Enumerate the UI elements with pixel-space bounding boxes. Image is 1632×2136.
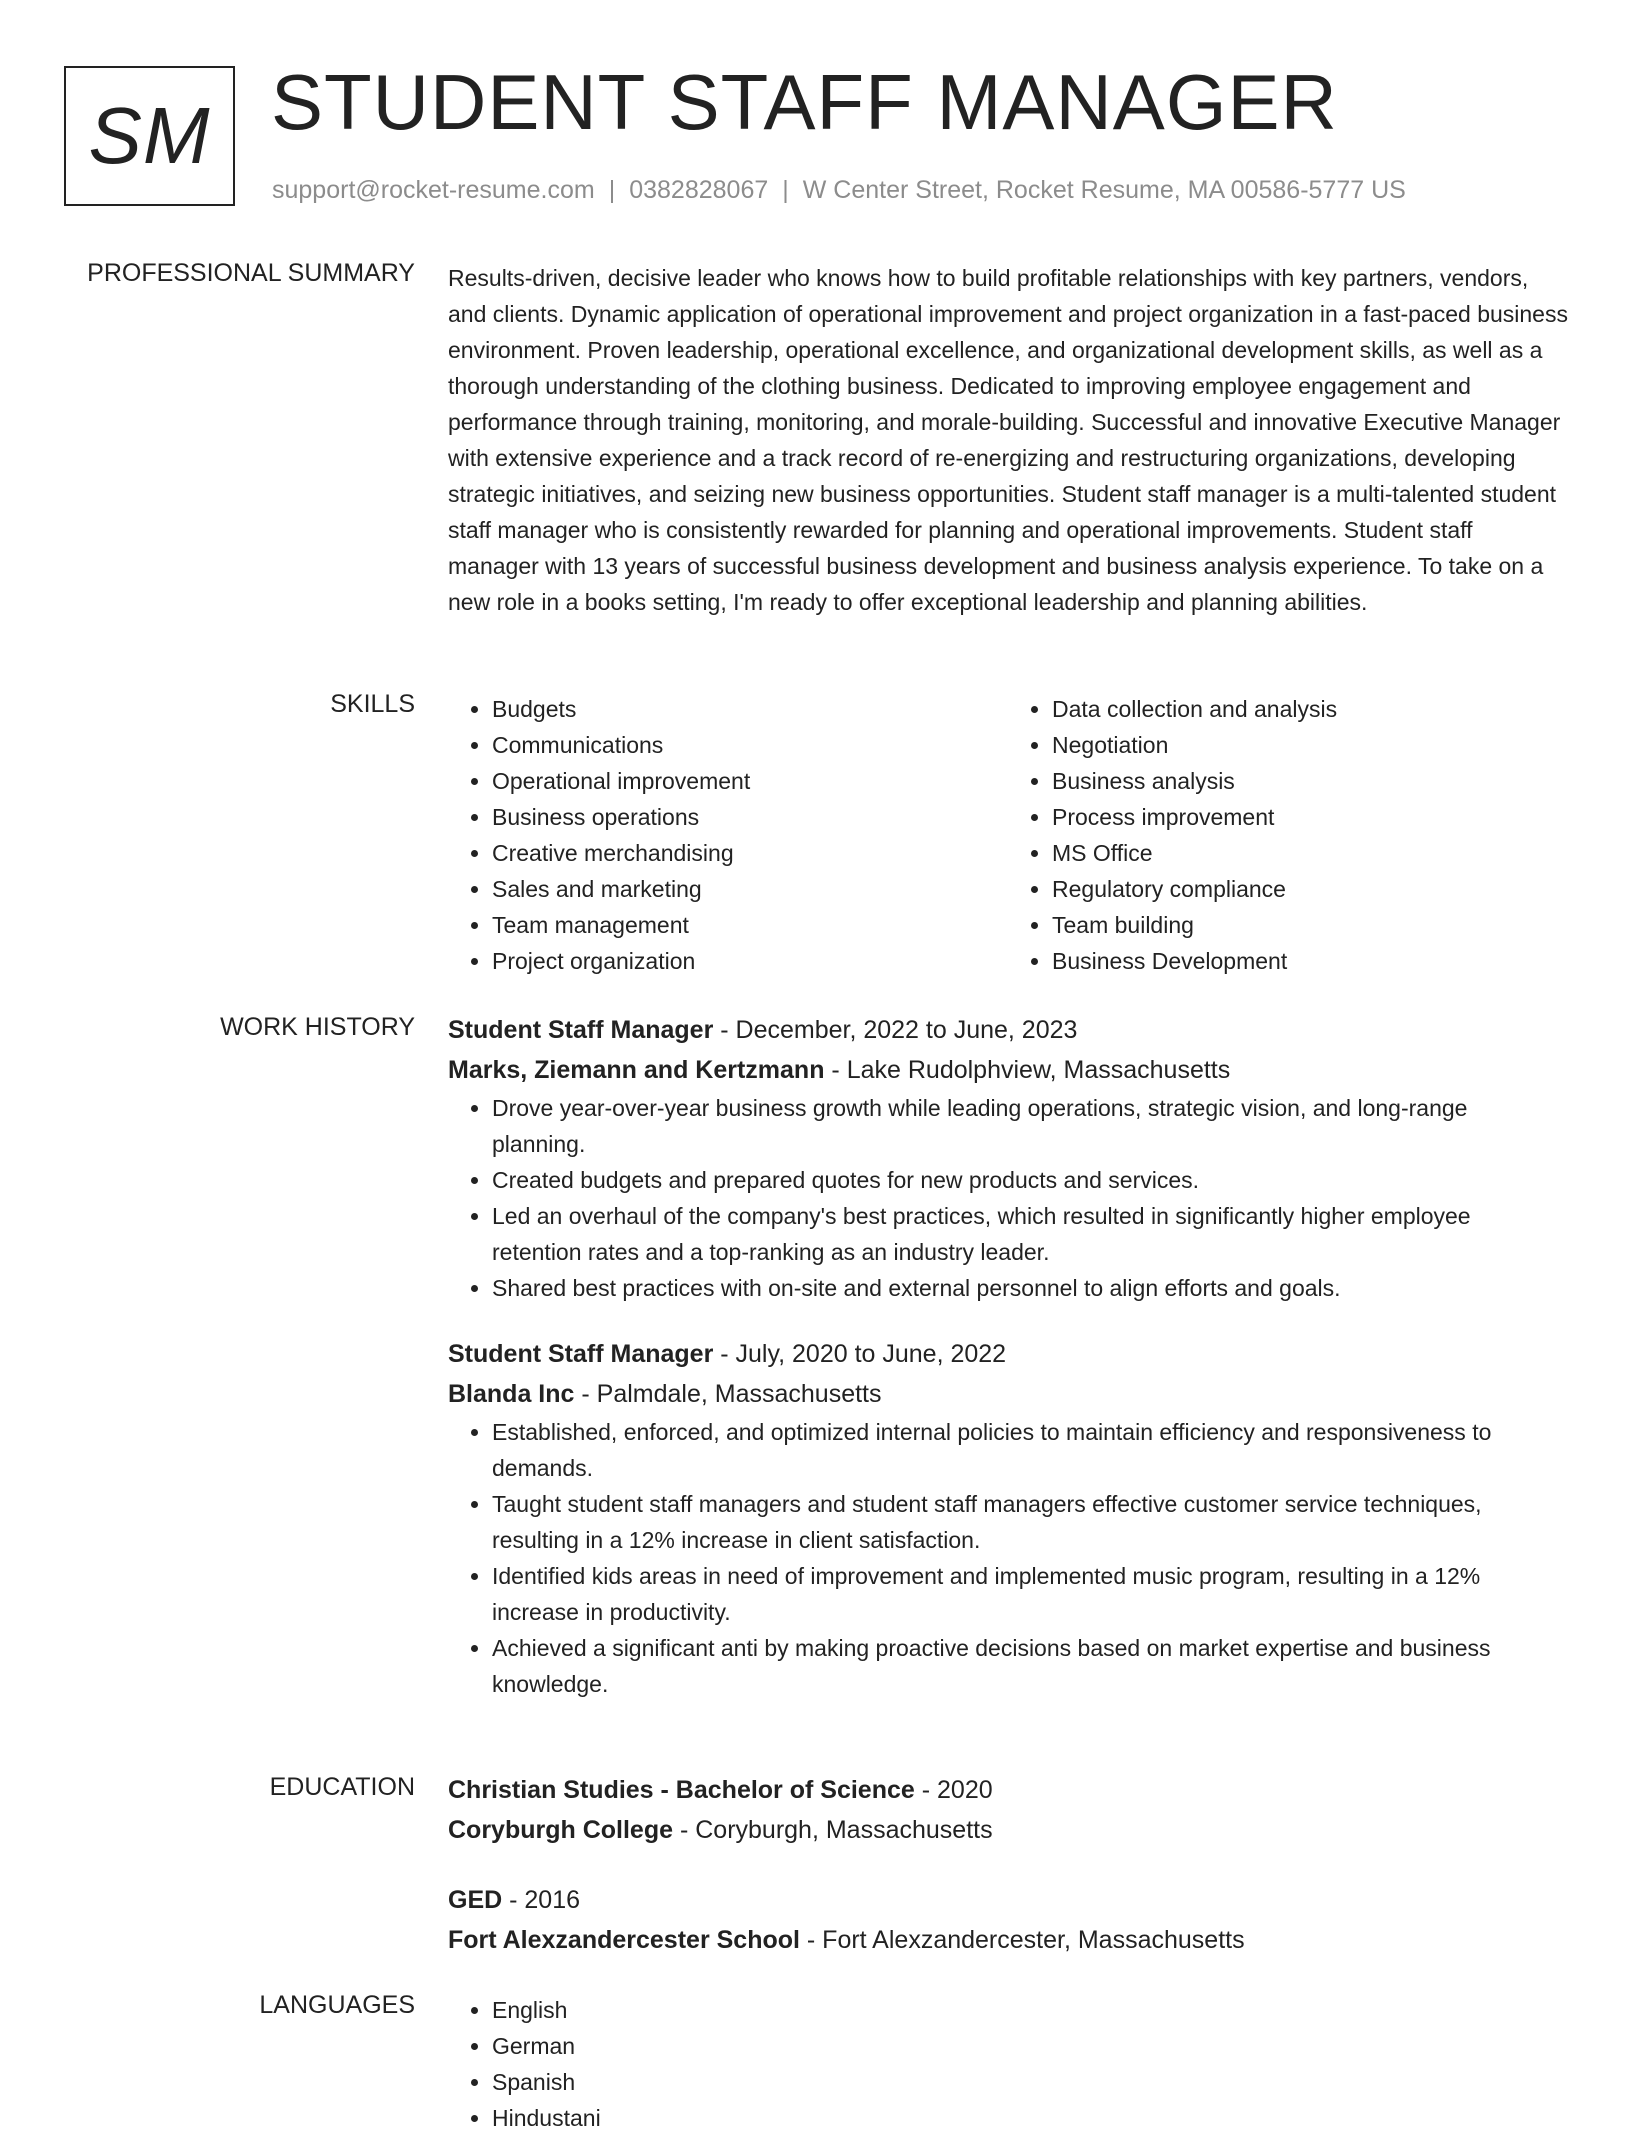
- education-year: - 2016: [502, 1886, 581, 1914]
- education-degree-line: [448, 1880, 1568, 1920]
- monogram: SM: [64, 66, 235, 206]
- education-entry: [448, 1770, 1568, 1850]
- education-school: Fort Alexzandercester School: [448, 1926, 800, 1954]
- education-school: Coryburgh College: [448, 1816, 674, 1844]
- education-year: - 2020: [914, 1776, 993, 1804]
- job-title-line: [448, 1334, 1568, 1374]
- job-bullet: • Created budgets and prepared quotes for new products and services.: [492, 1162, 1568, 1198]
- summary-text: Results-driven, decisive leader who knows how to build profitable relationships with key partners, vendors, and clients. Dynamic application of operational improvement and project organization in a fast-paced business environment. Proven leadership, operational excellence, and organizational development skills, as well as a thorough understanding of the clothing business. Dedicated to improving employee engagement and performance through training, monitoring, and morale-building. Successful and innovative Executive Manager with extensive experience and a track record of re-energizing and restructuring organizations, developing strategic initiatives, and seizing new business opportunities. Student staff manager is a multi-talented student staff manager who is consistently rewarded for planning and operational improvements. Student staff manager with 13 years of successful business development and business analysis experience. To take on a new role in a books setting, I'm ready to offer exceptional leadership and planning abilities.: [448, 265, 1568, 615]
- job-entry: [448, 1010, 1568, 1306]
- education-school-line: [448, 1810, 1568, 1850]
- contact-separator: |: [782, 176, 789, 204]
- work-history-body: [448, 1010, 1568, 1702]
- skills-body: [448, 691, 1568, 979]
- skill-item: • Creative merchandising: [492, 835, 1008, 871]
- job-bullets: [448, 1414, 1568, 1702]
- education-degree: GED: [448, 1886, 503, 1914]
- job-company-line: [448, 1050, 1568, 1090]
- job-bullet: • Identified kids areas in need of improvement and implemented music program, resulting in a 12% increase in productivity.: [492, 1558, 1568, 1630]
- contact-phone[interactable]: 0382828067: [629, 176, 769, 204]
- language-item: • Hindustani: [492, 2100, 1568, 2136]
- contact-address: W Center Street, Rocket Resume, MA 00586-5777 US: [802, 176, 1406, 204]
- skill-item: • Sales and marketing: [492, 871, 1008, 907]
- skill-item: • Project organization: [492, 943, 1008, 979]
- skill-item: • Regulatory compliance: [1052, 871, 1568, 907]
- summary-body: [448, 260, 1568, 620]
- education-location: - Fort Alexzandercester, Massachusetts: [799, 1926, 1245, 1954]
- skill-item: • Communications: [492, 727, 1008, 763]
- education-degree: Christian Studies - Bachelor of Science: [448, 1776, 915, 1804]
- contact-line: [272, 176, 1406, 205]
- job-bullet: • Achieved a significant anti by making proactive decisions based on market expertise and business knowledge.: [492, 1630, 1568, 1702]
- skill-item: • Operational improvement: [492, 763, 1008, 799]
- job-dates: - July, 2020 to June, 2022: [713, 1340, 1007, 1368]
- job-bullet: • Established, enforced, and optimized internal policies to maintain efficiency and responsiveness to demands.: [492, 1414, 1568, 1486]
- skill-item: • Team building: [1052, 907, 1568, 943]
- skill-item: • Process improvement: [1052, 799, 1568, 835]
- skills-list-right: [1008, 691, 1568, 979]
- job-title: Student Staff Manager: [448, 1016, 714, 1044]
- contact-separator: |: [608, 176, 616, 204]
- skill-item: • Business Development: [1052, 943, 1568, 979]
- skill-item: • Negotiation: [1052, 727, 1568, 763]
- education-body: [448, 1770, 1568, 1960]
- education-entry: [448, 1880, 1568, 1960]
- skill-item: • Business analysis: [1052, 763, 1568, 799]
- language-item: • English: [492, 1992, 1568, 2028]
- section-label-summary: PROFESSIONAL SUMMARY: [87, 259, 415, 287]
- education-location: - Coryburgh, Massachusetts: [673, 1816, 993, 1844]
- section-label-education: EDUCATION: [269, 1773, 415, 1801]
- contact-email[interactable]: support@rocket-resume.com: [272, 176, 595, 204]
- job-company: Blanda Inc: [448, 1380, 575, 1408]
- job-title-line: [448, 1010, 1568, 1050]
- education-degree-line: [448, 1770, 1568, 1810]
- languages-body: [448, 1992, 1568, 2136]
- section-label-languages: LANGUAGES: [259, 1991, 415, 2019]
- job-company: Marks, Ziemann and Kertzmann: [448, 1056, 825, 1084]
- job-bullet: • Taught student staff managers and student staff managers effective customer service techniques, resulting in a 12% increase in client satisfaction.: [492, 1486, 1568, 1558]
- skill-item: • Business operations: [492, 799, 1008, 835]
- job-title: Student Staff Manager: [448, 1340, 714, 1368]
- job-entry: [448, 1334, 1568, 1702]
- skills-list-left: [448, 691, 1008, 979]
- skills-columns: [448, 691, 1568, 979]
- language-item: • Spanish: [492, 2064, 1568, 2100]
- education-school-line: [448, 1920, 1568, 1960]
- job-location: - Lake Rudolphview, Massachusetts: [824, 1056, 1231, 1084]
- job-bullet: • Drove year-over-year business growth while leading operations, strategic vision, and long-range planning.: [492, 1090, 1568, 1162]
- job-bullet: • Led an overhaul of the company's best practices, which resulted in significantly higher employee retention rates and a top-ranking as an industry leader.: [492, 1198, 1568, 1270]
- job-dates: - December, 2022 to June, 2023: [713, 1016, 1078, 1044]
- skill-item: • Team management: [492, 907, 1008, 943]
- skill-item: • MS Office: [1052, 835, 1568, 871]
- section-label-skills: SKILLS: [330, 690, 415, 718]
- section-label-work-history: WORK HISTORY: [220, 1013, 415, 1041]
- language-item: • German: [492, 2028, 1568, 2064]
- job-location: - Palmdale, Massachusetts: [574, 1380, 882, 1408]
- skill-item: • Data collection and analysis: [1052, 691, 1568, 727]
- resume-name: STUDENT STAFF MANAGER: [271, 58, 1338, 146]
- job-company-line: [448, 1374, 1568, 1414]
- job-bullet: • Shared best practices with on-site and external personnel to align efforts and goals.: [492, 1270, 1568, 1306]
- languages-list: [448, 1992, 1568, 2136]
- job-bullets: [448, 1090, 1568, 1306]
- skill-item: • Budgets: [492, 691, 1008, 727]
